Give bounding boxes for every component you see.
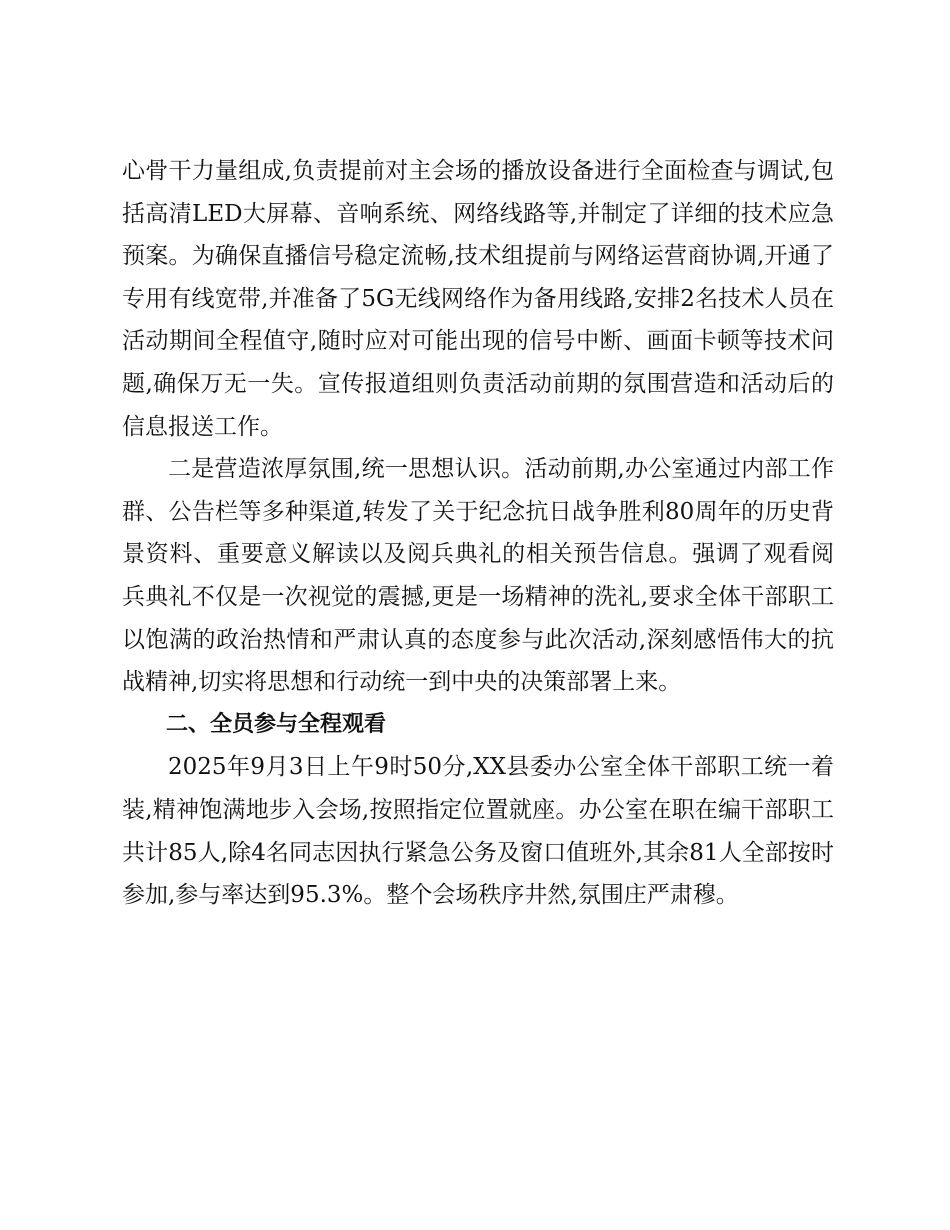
document-body: [122, 150, 834, 917]
body-paragraph-atmosphere: 二是营造浓厚氛围,统一思想认识。活动前期,办公室通过内部工作群、公告栏等多种渠道,转发了关于纪念抗日战争胜利80周年的历史背景资料、重要意义解读以及阅兵典礼的相关预告信息。强调了观看阅兵典礼不仅是一次视觉的震撼,更是一场精神的洗礼,要求全体干部职工以饱满的政治热情和严肃认真的态度参与此次活动,深刻感悟伟大的抗战精神,切实将思想和行动统一到中央的决策部署上来。: [122, 456, 834, 696]
section-heading: 二、全员参与全程观看: [166, 711, 387, 737]
body-paragraph-continued: 心骨干力量组成,负责提前对主会场的播放设备进行全面检查与调试,包括高清LED大屏幕、音响系统、网络线路等,并制定了详细的技术应急预案。为确保直播信号稳定流畅,技术组提前与网络运营商协调,开通了专用有线宽带,并准备了5G无线网络作为备用线路,安排2名技术人员在活动期间全程值守,随时应对可能出现的信号中断、画面卡顿等技术问题,确保万无一失。宣传报道组则负责活动前期的氛围营造和活动后的信息报送工作。: [122, 158, 834, 440]
body-paragraph-attendance: 2025年9月3日上午9时50分,XX县委办公室全体干部职工统一着装,精神饱满地步入会场,按照指定位置就座。办公室在职在编干部职工共计85人,除4名同志因执行紧急公务及窗口值班外,其余81人全部按时参加,参与率达到95.3%。整个会场秩序井然,氛围庄严肃穆。: [122, 754, 834, 909]
